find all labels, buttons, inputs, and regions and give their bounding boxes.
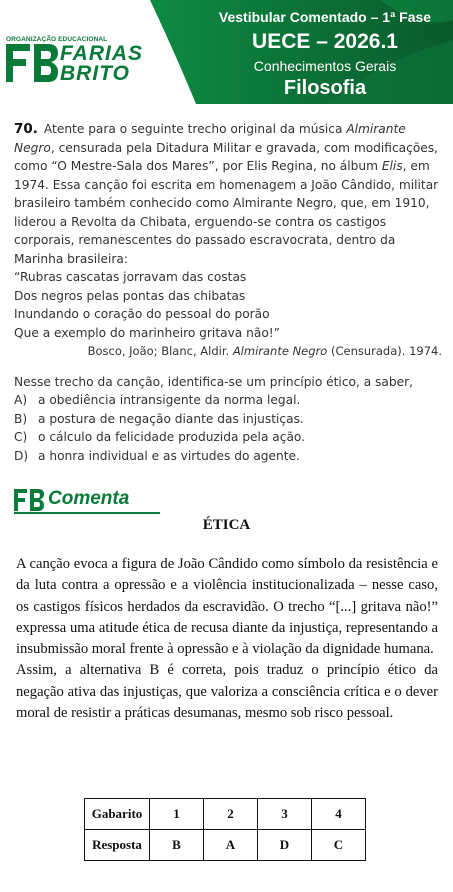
comment-topic: ÉTICA [202,517,251,533]
org-small-label: ORGANIZAÇÃO EDUCACIONAL [6,36,108,43]
column-number: 2 [204,799,258,830]
alternative-a [14,391,442,410]
statement-part: , censurada pela Ditadura Militar e gravada, com modificações, como “O Mestre-Sala dos Mares”, por Elis Regina, no álbum [14,140,439,173]
table-row [85,799,366,830]
section-name: Conhecimentos Gerais [253,58,397,74]
alternative-letter: C) [14,430,28,444]
statement-part: Atente para o seguinte trecho original da música [43,122,347,136]
alternative-letter: A) [14,393,28,407]
table-row [85,830,366,861]
alternative-c [14,428,442,447]
farias-brito-logo-icon [6,44,58,82]
citation-authors: Bosco, João; Blanc, Aldir. [87,344,233,358]
question-prompt: Nesse trecho da canção, identifica-se um princípio ético, a saber, [14,374,413,389]
citation-suffix: (Censurada). 1974. [327,344,442,358]
lyric-line: Que a exemplo do marinheiro gritava não!” [14,325,280,340]
lyric-line: “Rubras cascatas jorravam das costas [14,270,247,284]
question-block [14,120,442,465]
column-number: 4 [312,799,366,830]
alternative-text: a obediência intransigente da norma legal. [38,393,301,407]
alternative-b [14,410,442,429]
brand-name-line1: FARIAS [60,42,144,65]
comment-paragraph: Assim, a alternativa B é correta, pois traduz o princípio ético da negação ativa das injustiças, que valoriza a consciência crítica e o dever moral de resistir a práticas desumanas, mesmo sob risco pessoal. [16,662,438,722]
lyric-line: Dos negros pelas pontas das chibatas [14,288,246,303]
comenta-logo-icon [14,489,44,511]
alternative-text: a postura de negação diante das injustiças. [38,411,304,426]
alternative-d [14,447,442,466]
answer-cell: A [204,830,258,861]
answer-cell: C [312,830,366,861]
brand-name-line2: BRITO [60,62,130,85]
statement-part: , em 1974. Essa canção foi escrita em homenagem a João Cândido, militar brasileiro também conhecido como Almirante Negro, que, em 1910, liderou a Revolta da Chibata, erguendo-se contra os castigos corporais, remanescentes do passado escravocrata, dentro da Marinha brasileira: [14,159,439,266]
column-number: 1 [150,799,204,830]
subject-name: Filosofia [283,77,367,99]
lyric-line: Inundando o coração do pessoal do porão [14,307,270,321]
alternative-text: o cálculo da felicidade produzida pela ação. [38,430,306,444]
resposta-label: Resposta [85,830,150,861]
alternative-letter: D) [14,448,29,463]
comenta-underline [14,512,160,514]
answer-table [84,798,366,861]
comenta-label: Comenta [48,488,130,509]
header-title: Vestibular Comentado – 1ª Fase [218,9,432,25]
exam-name: UECE – 2026.1 [252,30,398,53]
answer-cell: D [258,830,312,861]
alternative-text: a honra individual e as virtudes do agente. [38,448,300,463]
question-statement [14,120,442,268]
answer-cell: B [150,830,204,861]
alternative-letter: B) [14,411,28,426]
gabarito-label: Gabarito [85,799,150,830]
citation [14,342,442,361]
column-number: 3 [258,799,312,830]
comment-paragraph: A canção evoca a figura de João Cândido como símbolo da resistência e da luta contra a opressão e a violência institucionalizada – nesse caso, os castigos físicos herdados da escravidão. O trecho “[...] gritava não!” expressa uma atitude ética de recusa diante da injustiça, representando a insubmissão moral frente à opressão e à violação da dignidade humana. [16,556,438,658]
citation-title: Almirante Negro [232,344,328,358]
question-number: 70. [14,121,38,137]
header [0,0,453,104]
song-title: Almirante Negro [14,122,406,155]
lyrics [14,268,442,342]
comment-text [16,554,438,724]
album-title: Elis [381,159,403,173]
